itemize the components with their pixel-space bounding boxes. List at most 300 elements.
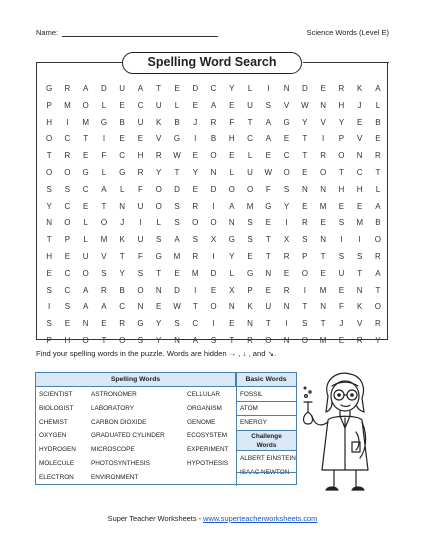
grid-letter: P [46, 100, 52, 110]
grid-letter: K [356, 302, 363, 312]
grid-letter: L [229, 167, 235, 177]
grid-letter: E [46, 268, 52, 278]
name-label: Name: [36, 28, 59, 37]
basic-word: FOSSIL [240, 391, 263, 398]
grid-letter: A [174, 235, 180, 245]
grid-letter: J [120, 218, 125, 228]
grid-letter: P [46, 335, 52, 345]
footer [0, 514, 425, 523]
grid-letter: A [375, 84, 381, 93]
grid-letter: E [320, 84, 326, 93]
grid-letter: E [137, 134, 144, 144]
grid-letter: P [247, 285, 253, 295]
grid-letter: R [192, 201, 199, 211]
grid-letter: U [137, 235, 144, 245]
grid-letter: B [375, 117, 381, 127]
grid-letter: E [64, 319, 71, 329]
level-label: Science Words (Level E) [306, 28, 389, 37]
grid-letter: D [210, 184, 217, 194]
grid-letter: T [83, 134, 89, 144]
grid-letter: I [285, 218, 288, 228]
grid-letter: C [119, 151, 126, 161]
grid-letter: S [283, 184, 290, 194]
grid-letter: R [64, 84, 71, 93]
grid-letter: I [139, 218, 142, 228]
grid-letter: Y [119, 268, 125, 278]
grid-letter: V [356, 319, 363, 329]
grid-letter: E [174, 84, 180, 93]
grid-letter: Y [229, 84, 235, 93]
grid-letter: U [137, 201, 144, 211]
grid-letter: E [320, 218, 326, 228]
grid-row [37, 266, 387, 283]
spelling-word: MICROSCOPE [91, 446, 135, 454]
grid-letter: I [212, 319, 215, 329]
grid-row [37, 199, 387, 216]
grid-letter: L [174, 100, 180, 110]
grid-letter: F [229, 117, 235, 127]
grid-row [37, 283, 387, 300]
grid-letter: M [173, 251, 181, 261]
grid-letter: U [82, 251, 89, 261]
grid-letter: N [320, 184, 326, 194]
header [36, 28, 389, 40]
grid-letter: H [228, 134, 235, 144]
grid-letter: E [156, 302, 162, 312]
grid-letter: V [283, 100, 290, 110]
grid-letter: T [156, 84, 162, 93]
grid-letter: A [265, 117, 271, 127]
grid-letter: G [246, 268, 254, 278]
grid-letter: L [83, 218, 88, 228]
basic-word: ENERGY [240, 418, 267, 426]
grid-letter: S [302, 235, 308, 245]
grid-letter: N [320, 235, 326, 245]
grid-letter: T [156, 268, 162, 278]
grid-letter: G [228, 235, 235, 245]
grid-letter: N [356, 285, 363, 295]
grid-letter: C [64, 268, 71, 278]
grid-letter: S [338, 218, 345, 228]
name-field-line[interactable] [62, 36, 218, 37]
grid-letter: M [191, 268, 199, 278]
grid-letter: G [265, 201, 272, 211]
grid-letter: F [265, 184, 271, 194]
grid-letter: E [192, 151, 198, 161]
grid-letter: I [267, 84, 270, 93]
spelling-words-column-2 [91, 388, 165, 485]
grid-letter: L [247, 151, 253, 161]
grid-letter: H [137, 151, 144, 161]
grid-letter: T [101, 201, 107, 211]
basic-words-heading: Basic Words [236, 373, 296, 387]
grid-letter: A [82, 285, 89, 295]
grid-letter: V [320, 117, 326, 127]
challenge-heading-line-1: Challenge [251, 433, 282, 440]
grid-letter: O [210, 151, 217, 161]
grid-row [37, 232, 387, 249]
grid-letter: A [137, 84, 144, 93]
grid-letter: R [119, 319, 126, 329]
grid-letter: A [265, 134, 271, 144]
scientist-illustration [298, 366, 388, 498]
grid-letter: Y [156, 319, 162, 329]
grid-letter: L [119, 184, 125, 194]
grid-letter: V [101, 251, 107, 261]
grid-letter: E [356, 117, 363, 127]
spelling-word: HYDROGEN [39, 446, 76, 454]
grid-letter: R [375, 251, 381, 261]
grid-letter: M [246, 201, 254, 211]
grid-letter: T [229, 335, 235, 345]
grid-letter: T [265, 319, 271, 329]
grid-letter: T [101, 335, 107, 345]
grid-letter: C [64, 201, 71, 211]
grid-letter: R [283, 285, 290, 295]
grid-letter: S [265, 100, 271, 110]
grid-letter: E [302, 167, 308, 177]
spelling-word: GENOME [187, 418, 216, 426]
grid-letter: R [283, 251, 290, 261]
grid-letter: E [101, 319, 107, 329]
grid-letter: R [64, 151, 71, 161]
challenge-words-list [240, 452, 296, 480]
grid-letter: S [46, 285, 52, 295]
grid-letter: G [137, 319, 144, 329]
grid-letter: M [64, 100, 71, 110]
grid-letter: A [101, 302, 107, 312]
grid-letter: B [119, 117, 125, 127]
grid-letter: S [192, 235, 198, 245]
grid-row [37, 333, 387, 350]
challenge-word: ISAAC NEWTON [240, 468, 290, 476]
grid-letter: N [228, 302, 235, 312]
grid-letter: O [338, 151, 345, 161]
grid-letter: X [210, 235, 217, 245]
spelling-words-heading: Spelling Words [36, 373, 236, 387]
grid-letter: I [194, 134, 197, 144]
grid-letter: S [64, 184, 71, 194]
grid-letter: X [283, 235, 290, 245]
grid-letter: L [83, 235, 88, 245]
grid-letter: E [229, 100, 235, 110]
grid-letter: L [229, 268, 235, 278]
grid-letter: S [247, 235, 253, 245]
grid-letter: E [265, 218, 271, 228]
grid-letter: I [48, 302, 51, 312]
word-search-frame [36, 63, 388, 345]
grid-row [37, 299, 387, 316]
grid-letter: O [228, 184, 235, 194]
grid-row [37, 215, 387, 232]
grid-letter: P [338, 134, 345, 144]
grid-letter: Y [46, 201, 52, 211]
grid-letter: A [375, 268, 381, 278]
grid-letter: N [155, 285, 162, 295]
grid-letter: O [46, 134, 53, 144]
grid-letter: O [301, 335, 308, 345]
spelling-word: ELECTRON [39, 473, 74, 481]
spelling-word: HYPOTHESIS [187, 459, 229, 467]
grid-letter: R [210, 117, 217, 127]
grid-letter: O [265, 335, 272, 345]
grid-letter: U [265, 302, 272, 312]
row-separator [236, 472, 296, 473]
spelling-word: GRADUATED CYLINDER [91, 432, 165, 440]
grid-letter: E [229, 319, 235, 329]
spelling-word: LABORATORY [91, 404, 134, 412]
grid-letter: I [322, 134, 325, 144]
grid-letter: U [338, 268, 345, 278]
grid-letter: S [64, 302, 71, 312]
grid-letter: M [319, 201, 327, 211]
grid-letter: T [192, 302, 198, 312]
grid-letter: G [82, 167, 89, 177]
grid-letter: E [265, 285, 271, 295]
grid-letter: O [210, 218, 217, 228]
grid-letter: B [174, 117, 180, 127]
spelling-word: BIOLOGIST [39, 404, 74, 412]
grid-letter: K [356, 84, 363, 93]
grid-letter: O [374, 302, 382, 312]
grid-letter: E [302, 201, 308, 211]
grid-letter: I [66, 117, 69, 127]
grid-letter: R [155, 151, 162, 161]
grid-letter: A [192, 335, 198, 345]
grid-letter: S [356, 251, 363, 261]
grid-letter: J [339, 319, 344, 329]
spelling-word: PHOTOSYNTHESIS [91, 459, 150, 467]
grid-letter: R [320, 151, 326, 161]
grid-letter: S [302, 319, 308, 329]
grid-letter: W [173, 302, 181, 312]
grid-letter: O [100, 218, 108, 228]
grid-letter: Y [302, 117, 308, 127]
grid-letter: N [247, 319, 253, 329]
spelling-word: SCIENTIST [39, 391, 73, 398]
grid-letter: E [192, 100, 198, 110]
grid-letter: E [64, 251, 71, 261]
spelling-word: OXYGEN [39, 432, 67, 440]
grid-letter: R [137, 167, 144, 177]
grid-letter: R [301, 218, 308, 228]
grid-row [37, 115, 387, 132]
grid-letter: T [174, 167, 180, 177]
grid-letter: O [82, 100, 89, 110]
grid-letter: N [228, 218, 235, 228]
word-search-grid [37, 81, 387, 350]
grid-letter: J [193, 117, 198, 127]
grid-letter: O [301, 268, 308, 278]
grid-letter: D [101, 84, 107, 93]
grid-letter: Y [192, 167, 198, 177]
instructions: Find your spelling words in the puzzle. Words are hidden → , ↓ , and ↘. [36, 349, 277, 358]
grid-letter: U [119, 84, 126, 93]
spelling-word: ENVIRONMENT [91, 473, 139, 481]
spelling-word: EXPERIMENT [187, 446, 229, 454]
grid-letter: B [119, 285, 125, 295]
grid-letter: O [119, 335, 126, 345]
grid-letter: A [82, 302, 89, 312]
footer-prefix: Super Teacher Worksheets - [107, 514, 204, 523]
grid-letter: G [155, 251, 162, 261]
grid-letter: N [137, 302, 144, 312]
spelling-word: ORGANISM [187, 404, 222, 412]
grid-letter: G [46, 84, 53, 93]
grid-letter: R [375, 319, 381, 329]
grid-letter: M [319, 285, 327, 295]
grid-letter: I [194, 285, 197, 295]
grid-letter: N [356, 151, 363, 161]
grid-letter: T [338, 167, 344, 177]
grid-letter: O [246, 184, 254, 194]
grid-letter: O [192, 218, 199, 228]
grid-letter: S [338, 251, 345, 261]
grid-letter: D [210, 268, 217, 278]
page-title: Spelling Word Search [122, 52, 302, 74]
grid-letter: F [138, 184, 143, 194]
grid-letter: T [119, 251, 125, 261]
grid-letter: B [375, 218, 381, 228]
grid-letter: Y [156, 167, 162, 177]
challenge-heading-line-2: Words [256, 442, 277, 449]
grid-letter: I [212, 251, 215, 261]
grid-letter: L [375, 100, 381, 110]
row-separator [236, 401, 296, 402]
grid-letter: G [173, 134, 181, 144]
grid-letter: S [137, 268, 144, 278]
grid-letter: E [283, 268, 290, 278]
grid-letter: R [356, 335, 363, 345]
grid-letter: H [338, 100, 345, 110]
grid-letter: Y [283, 201, 290, 211]
grid-letter: T [357, 268, 363, 278]
grid-letter: T [46, 235, 52, 245]
grid-letter: F [101, 151, 107, 161]
grid-letter: T [302, 151, 308, 161]
spelling-word: CARBON DIOXIDE [91, 418, 147, 426]
spelling-word: CHEMIST [39, 418, 68, 426]
grid-letter: S [46, 319, 52, 329]
grid-letter: T [375, 285, 381, 295]
grid-letter: I [285, 319, 288, 329]
spelling-word: ASTRONOMER [91, 391, 137, 398]
grid-letter: H [46, 251, 53, 261]
grid-letter: Y [156, 335, 162, 345]
grid-row [37, 316, 387, 333]
grid-letter: B [210, 134, 217, 144]
grid-letter: C [356, 167, 363, 177]
grid-letter: E [210, 285, 217, 295]
grid-row [37, 182, 387, 199]
grid-letter: H [356, 184, 363, 194]
grid-letter: T [302, 134, 308, 144]
grid-letter: L [156, 218, 161, 228]
challenge-word: ALBERT EINSTEIN [240, 455, 296, 462]
grid-letter: T [375, 167, 381, 177]
grid-letter: Y [338, 117, 345, 127]
grid-letter: W [173, 151, 181, 161]
grid-letter: Y [229, 251, 235, 261]
grid-letter: I [358, 235, 361, 245]
spelling-word: MOLECULE [39, 459, 75, 467]
grid-letter: T [320, 319, 326, 329]
grid-letter: O [320, 167, 327, 177]
word-list-table [35, 372, 297, 485]
grid-letter: N [210, 167, 217, 177]
grid-letter: D [192, 84, 199, 93]
grid-letter: T [265, 235, 271, 245]
grid-letter: C [247, 134, 253, 144]
basic-words-list [240, 388, 267, 429]
grid-letter: N [283, 302, 290, 312]
grid-letter: R [375, 151, 381, 161]
grid-letter: E [338, 285, 345, 295]
grid-letter: G [283, 117, 290, 127]
grid-letter: E [247, 251, 253, 261]
grid-letter: O [82, 268, 89, 278]
grid-letter: R [101, 285, 107, 295]
spelling-words-column-1 [39, 388, 76, 485]
basic-word: ATOM [240, 404, 258, 412]
grid-letter: U [137, 117, 144, 127]
grid-letter: E [229, 151, 235, 161]
grid-letter: A [375, 201, 381, 211]
grid-letter: N [82, 319, 89, 329]
grid-letter: T [265, 251, 271, 261]
grid-letter: O [210, 302, 217, 312]
grid-letter: W [264, 167, 273, 177]
grid-letter: N [283, 335, 290, 345]
grid-letter: S [210, 335, 217, 345]
grid-letter: O [155, 201, 162, 211]
spelling-word: CELLULAR [187, 391, 221, 398]
spelling-words-column-3 [187, 388, 229, 471]
grid-letter: N [301, 184, 308, 194]
grid-letter: V [156, 134, 162, 144]
grid-row [37, 148, 387, 165]
grid-letter: L [101, 167, 107, 177]
grid-letter: P [64, 235, 71, 245]
grid-letter: E [119, 134, 125, 144]
grid-letter: E [82, 151, 89, 161]
grid-letter: C [283, 151, 290, 161]
grid-letter: K [247, 302, 253, 312]
grid-letter: S [156, 235, 162, 245]
grid-letter: F [138, 251, 143, 261]
grid-letter: N [320, 100, 326, 110]
grid-letter: E [265, 151, 271, 161]
grid-row [37, 249, 387, 266]
grid-letter: E [356, 201, 363, 211]
footer-link[interactable]: www.superteacherworksheets.com [203, 514, 318, 523]
grid-letter: R [247, 335, 253, 345]
grid-letter: I [340, 235, 343, 245]
grid-letter: L [375, 184, 381, 194]
grid-letter: T [302, 302, 308, 312]
grid-row [37, 81, 387, 98]
grid-letter: S [137, 335, 144, 345]
grid-letter: R [338, 84, 345, 93]
grid-letter: C [64, 285, 71, 295]
grid-letter: K [119, 235, 125, 245]
grid-letter: O [374, 235, 382, 245]
grid-letter: L [101, 100, 107, 110]
grid-row [37, 131, 387, 148]
grid-letter: C [82, 184, 89, 194]
grid-letter: A [101, 184, 107, 194]
grid-letter: G [119, 167, 126, 177]
